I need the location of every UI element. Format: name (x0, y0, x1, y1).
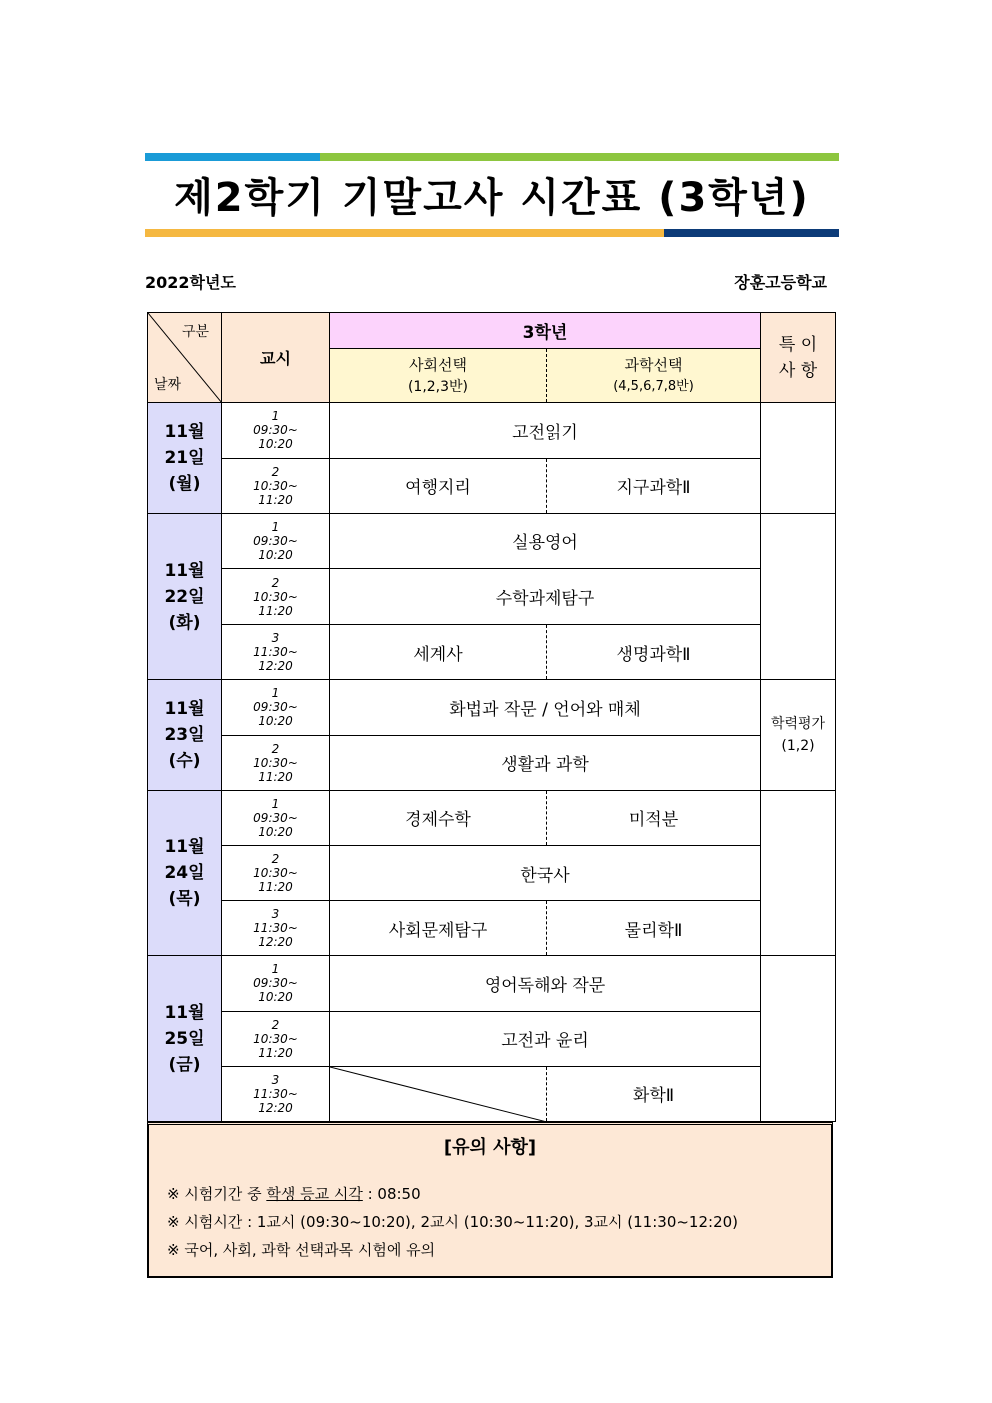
period-start: 11:30~ (253, 1086, 298, 1101)
period-number: 2 (271, 575, 280, 590)
period-cell (222, 735, 330, 790)
period-start: 09:30~ (253, 700, 298, 715)
date-day: 21일 (164, 448, 205, 469)
header-science-classes: (4,5,6,7,8반) (613, 378, 694, 394)
period-cell (222, 568, 330, 624)
subject-cell-social: 세계사 (330, 625, 547, 680)
date-cell-day5 (148, 956, 222, 1122)
page-title: 제2학기 기말고사 시간표 (3학년) (174, 175, 810, 221)
period-cell (222, 1066, 330, 1121)
special-note-line1: 학력평가 (770, 716, 826, 733)
empty-slot-cell (330, 1066, 547, 1121)
school-year: 2022학년도 (145, 273, 236, 292)
period-number: 3 (271, 907, 280, 922)
date-day: 22일 (164, 586, 205, 607)
subject-cell: 고전읽기 (330, 403, 761, 458)
period-start: 10:30~ (253, 589, 298, 604)
header-grade: 3학년 (330, 313, 761, 349)
special-cell-day2 (761, 513, 836, 680)
period-end: 12:20 (258, 935, 293, 950)
period-end: 10:20 (258, 437, 293, 452)
note-line-3: ※ 국어, 사회, 과학 선택과목 시험에 유의 (167, 1241, 436, 1259)
bottom-bar-orange (145, 229, 664, 237)
date-weekday: (목) (168, 889, 201, 910)
period-end: 11:20 (258, 769, 293, 784)
period-number: 1 (271, 686, 280, 701)
period-start: 09:30~ (253, 976, 298, 991)
date-month: 11월 (164, 560, 205, 581)
bottom-bar-navy (664, 229, 839, 237)
date-day: 25일 (164, 1028, 205, 1049)
subject-cell-social: 여행지리 (330, 458, 547, 513)
period-start: 10:30~ (253, 1031, 298, 1046)
special-cell-day4 (761, 790, 836, 956)
header-date: 날짜 (154, 377, 182, 394)
period-end: 11:20 (258, 603, 293, 618)
period-end: 10:20 (258, 714, 293, 729)
empty-slot-diagonal (330, 1067, 547, 1122)
header-science-label: 과학선택 (624, 355, 683, 374)
period-number: 3 (271, 631, 280, 646)
subject-cell: 영어독해와 작문 (330, 956, 761, 1011)
period-start: 09:30~ (253, 810, 298, 825)
subject-cell-science: 미적분 (547, 790, 761, 845)
date-weekday: (월) (168, 474, 201, 495)
date-cell-day1 (148, 403, 222, 513)
period-cell (222, 956, 330, 1011)
exam-schedule-table (147, 312, 836, 1122)
subject-cell-science: 지구과학Ⅱ (547, 458, 761, 513)
header-corner-cell (148, 313, 222, 403)
special-cell-day5 (761, 956, 836, 1122)
subject-cell: 수학과제탐구 (330, 568, 761, 624)
top-bar-blue (145, 153, 320, 161)
note-line-1 (167, 1183, 421, 1204)
top-bar-green (320, 153, 839, 161)
period-number: 1 (271, 519, 280, 534)
header-special-line1: 특 이 (778, 334, 818, 355)
date-day: 23일 (164, 725, 205, 746)
subject-cell-science: 화학Ⅱ (547, 1066, 761, 1121)
header-category: 구분 (181, 324, 209, 340)
period-number: 1 (271, 409, 280, 424)
header-special-line2: 사 항 (778, 360, 818, 381)
note-line-2: ※ 시험시간 : 1교시 (09:30~10:20), 2교시 (10:30~11:20), 3교시 (11:30~12:20) (167, 1213, 739, 1231)
period-cell (222, 680, 330, 735)
period-cell (222, 790, 330, 845)
period-start: 10:30~ (253, 866, 298, 881)
period-number: 2 (271, 741, 280, 756)
period-end: 10:20 (258, 990, 293, 1005)
date-cell-day2 (148, 513, 222, 680)
period-number: 2 (271, 852, 280, 867)
date-weekday: (화) (168, 612, 201, 633)
period-cell (222, 458, 330, 513)
header-period: 교시 (222, 313, 330, 403)
notes-box (147, 1122, 833, 1278)
header-science (547, 349, 761, 403)
period-number: 3 (271, 1072, 280, 1087)
subject-cell: 고전과 윤리 (330, 1011, 761, 1066)
period-number: 2 (271, 1017, 280, 1032)
date-cell-day3 (148, 680, 222, 790)
date-month: 11월 (164, 1002, 205, 1023)
period-end: 11:20 (258, 1045, 293, 1060)
subject-cell-social: 경제수학 (330, 790, 547, 845)
period-number: 1 (271, 962, 280, 977)
period-end: 12:20 (258, 659, 293, 674)
special-cell-day1 (761, 403, 836, 513)
subject-cell-science: 생명과학Ⅱ (547, 625, 761, 680)
note-line-1-underlined: 학생 등교 시각 (266, 1185, 363, 1203)
period-cell (222, 901, 330, 956)
subject-cell-science: 물리학Ⅱ (547, 901, 761, 956)
period-cell (222, 845, 330, 900)
date-month: 11월 (164, 422, 205, 443)
date-day: 24일 (164, 863, 205, 884)
subject-cell: 화법과 작문 / 언어와 매체 (330, 680, 761, 735)
period-cell (222, 1011, 330, 1066)
date-cell-day4 (148, 790, 222, 956)
period-cell (222, 403, 330, 458)
period-start: 09:30~ (253, 533, 298, 548)
date-weekday: (수) (168, 751, 201, 772)
header-special (761, 313, 836, 403)
period-number: 1 (271, 796, 280, 811)
subject-cell-social: 사회문제탐구 (330, 901, 547, 956)
period-cell (222, 625, 330, 680)
note-line-1-suffix: : 08:50 (362, 1185, 421, 1203)
subject-cell: 실용영어 (330, 513, 761, 568)
period-end: 11:20 (258, 880, 293, 895)
period-start: 10:30~ (253, 755, 298, 770)
header-social-label: 사회선택 (409, 355, 467, 374)
period-start: 11:30~ (253, 921, 298, 936)
header-social (330, 349, 547, 403)
period-cell (222, 513, 330, 568)
subject-cell: 생활과 과학 (330, 735, 761, 790)
period-start: 09:30~ (253, 423, 298, 438)
date-weekday: (금) (168, 1054, 201, 1075)
period-end: 12:20 (258, 1100, 293, 1115)
subject-cell: 한국사 (330, 845, 761, 900)
school-name: 장훈고등학교 (734, 273, 827, 292)
date-month: 11월 (164, 837, 205, 858)
header-social-classes: (1,2,3반) (407, 378, 469, 395)
note-line-1-prefix: ※ 시험기간 중 (167, 1185, 267, 1203)
special-cell-day3 (761, 680, 836, 790)
period-end: 10:20 (258, 824, 293, 839)
period-number: 2 (271, 464, 280, 479)
special-note-line2: (1,2) (781, 738, 815, 755)
date-month: 11월 (164, 699, 205, 720)
period-start: 10:30~ (253, 478, 298, 493)
period-end: 10:20 (258, 547, 293, 562)
period-end: 11:20 (258, 492, 293, 507)
notes-title: [유의 사항] (443, 1137, 537, 1158)
period-start: 11:30~ (253, 645, 298, 660)
